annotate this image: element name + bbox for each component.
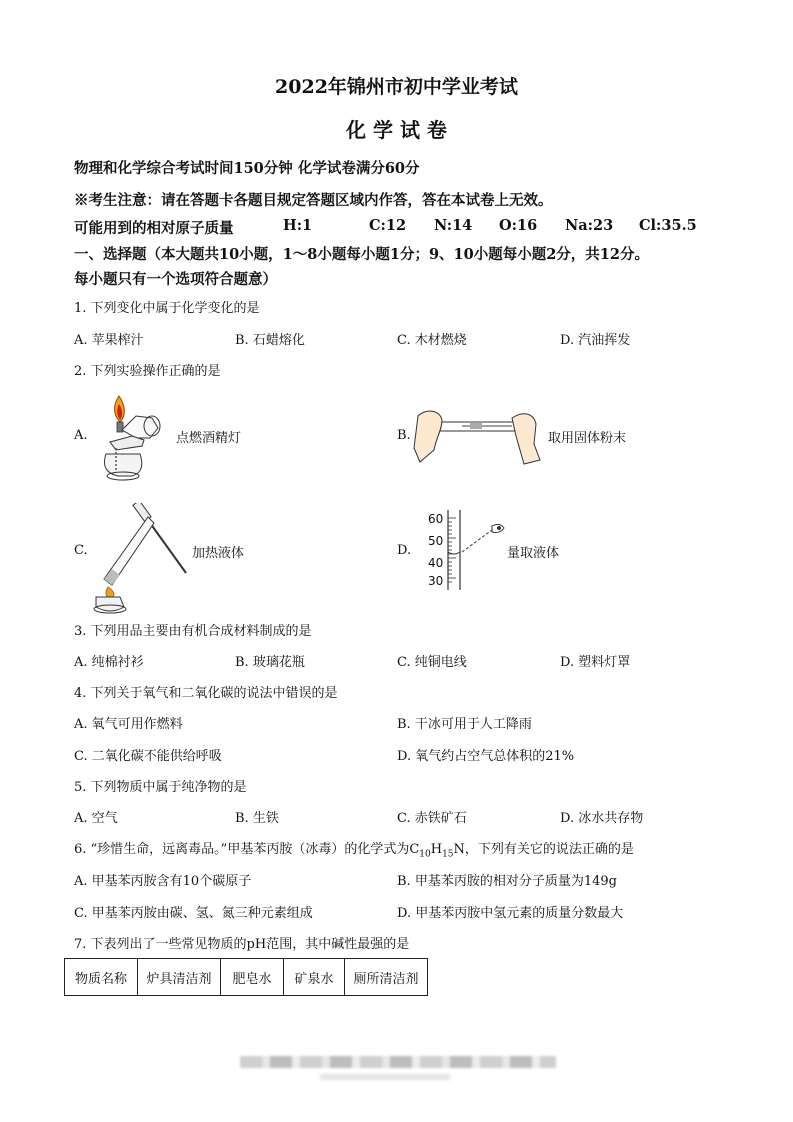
subscript: 15 (442, 849, 454, 860)
stem-text: N，下列有关它的说法正确的是 (453, 842, 634, 857)
option: A. 苹果榨汁 (74, 333, 144, 348)
option: C. 纯铜电线 (397, 655, 467, 670)
option: B. 玻璃花瓶 (235, 655, 305, 670)
option: C. 赤铁矿石 (397, 811, 467, 826)
option-label: 取用固体粉末 (548, 431, 627, 446)
heating-liquid-figure (90, 503, 190, 615)
option: D. 甲基苯丙胺中氢元素的质量分数最大 (397, 906, 624, 921)
option: B. 生铁 (235, 811, 279, 826)
atomic-mass: N:14 (434, 217, 473, 234)
option-letter: D. (397, 543, 412, 558)
option: A. 空气 (74, 811, 118, 826)
cylinder-tick-label: 30 (428, 574, 444, 588)
cylinder-tick-label: 60 (428, 512, 444, 526)
option: C. 二氧化碳不能供给呼吸 (74, 749, 222, 764)
atomic-mass: C:12 (369, 217, 407, 234)
question-3-stem: 3. 下列用品主要由有机合成材料制成的是 (74, 624, 312, 639)
stem-text: H (430, 842, 443, 857)
option: B. 甲基苯丙胺的相对分子质量为149g (397, 874, 617, 889)
table-header-cell: 肥皂水 (221, 959, 284, 996)
question-6-stem (74, 838, 634, 860)
option: A. 纯棉衬衫 (74, 655, 144, 670)
atomic-mass: Na:23 (565, 217, 614, 234)
exam-time: 物理和化学综合考试时间150分钟 化学试卷满分60分 (74, 160, 420, 177)
option: D. 氧气约占空气总体积的21% (397, 749, 575, 764)
option: C. 木材燃烧 (397, 333, 467, 348)
section-heading: 一、选择题（本大题共10小题，1～8小题每小题1分；9、10小题每小题2分，共12分。 (74, 246, 649, 263)
option-letter: C. (74, 543, 88, 558)
page-title: 2022年锦州市初中学业考试 (275, 76, 518, 98)
option: D. 塑料灯罩 (560, 655, 631, 670)
table-header-cell: 炉具清洁剂 (138, 959, 221, 996)
question-4-stem: 4. 下列关于氧气和二氧化碳的说法中错误的是 (74, 686, 338, 701)
ph-table (64, 958, 428, 996)
question-7-stem: 7. 下表列出了一些常见物质的pH范围，其中碱性最强的是 (74, 937, 410, 952)
section-heading-cont: 每小题只有一个选项符合题意） (74, 271, 277, 288)
atomic-label: 可能用到的相对原子质量 (74, 220, 234, 237)
table-header-cell: 物质名称 (65, 959, 138, 996)
option-letter: A. (74, 428, 88, 443)
question-5-stem: 5. 下列物质中属于纯净物的是 (74, 780, 247, 795)
question-2-stem: 2. 下列实验操作正确的是 (74, 364, 221, 379)
option: D. 汽油挥发 (560, 333, 631, 348)
page-subtitle: 化 学 试 卷 (346, 118, 447, 142)
option-label: 量取液体 (507, 546, 560, 561)
exam-notice: ※考生注意：请在答题卡各题目规定答题区域内作答，答在本试卷上无效。 (74, 192, 553, 209)
watermark (320, 1074, 450, 1080)
watermark (240, 1056, 556, 1068)
table-header-cell: 厕所清洁剂 (345, 959, 428, 996)
option: D. 冰水共存物 (560, 811, 644, 826)
subscript: 10 (419, 849, 431, 860)
test-tube-powder-figure (412, 404, 544, 468)
atomic-mass: H:1 (283, 217, 313, 234)
option-label: 加热液体 (192, 546, 245, 561)
option: A. 甲基苯丙胺含有10个碳原子 (74, 874, 252, 889)
option: C. 甲基苯丙胺由碳、氢、氮三种元素组成 (74, 906, 313, 921)
option: B. 石蜡熔化 (235, 333, 305, 348)
atomic-mass: Cl:35.5 (639, 217, 697, 234)
atomic-mass: O:16 (499, 217, 538, 234)
option-letter: B. (397, 428, 411, 443)
option: A. 氧气可用作燃料 (74, 717, 183, 732)
table-row (65, 959, 428, 996)
stem-text: 6. “珍惜生命，远离毒品。”甲基苯丙胺（冰毒）的化学式为C (74, 842, 420, 857)
option-label: 点燃酒精灯 (176, 431, 242, 446)
question-1-stem: 1. 下列变化中属于化学变化的是 (74, 301, 260, 316)
alcohol-lamp-figure (92, 392, 174, 484)
graduated-cylinder-figure (420, 508, 510, 592)
cylinder-tick-label: 40 (428, 556, 444, 570)
option: B. 干冰可用于人工降雨 (397, 717, 532, 732)
table-header-cell: 矿泉水 (284, 959, 345, 996)
cylinder-tick-label: 50 (428, 534, 444, 548)
